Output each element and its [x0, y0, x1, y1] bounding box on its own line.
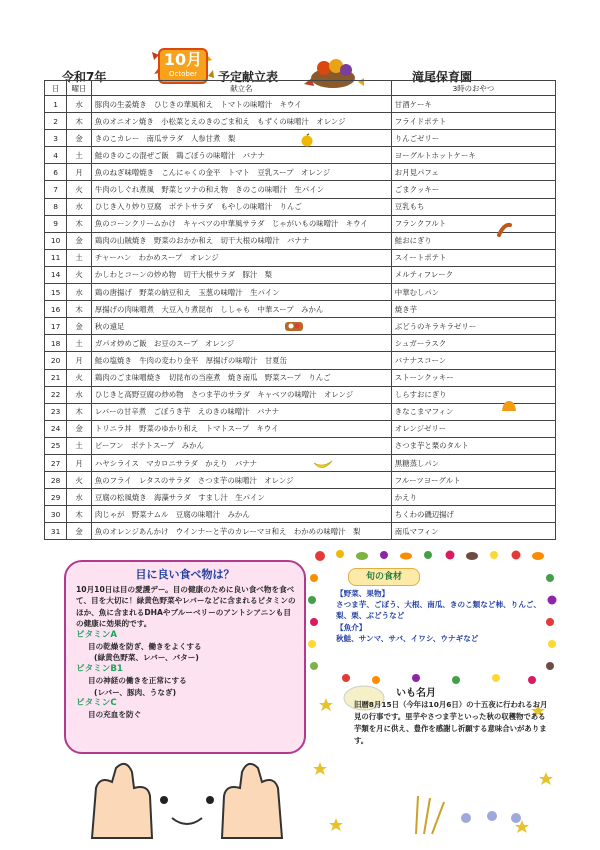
snack-cell: フランクフルト [391, 215, 555, 232]
weekday-cell: 土 [67, 249, 92, 266]
snack-cell: 豆乳もち [391, 198, 555, 215]
day-cell: 30 [45, 506, 67, 523]
snack-cell: 焼き芋 [391, 301, 555, 318]
table-row [45, 249, 556, 266]
weekday-cell: 水 [67, 386, 92, 403]
table-header-row [45, 81, 556, 96]
menu-cell: ひじき入り炒り豆腐 ポテトサラダ もやしの味噌汁 りんご [91, 198, 391, 215]
table-row [45, 284, 556, 301]
table-row [45, 489, 556, 506]
menu-cell: 魚のねぎ味噌焼き こんにゃくの金平 トマト 豆乳スープ オレンジ [91, 164, 391, 181]
snack-cell: 中華むしパン [391, 284, 555, 301]
menu-cell: 鶏肉の山賊焼き 野菜のおかか和え 切干大根の味噌汁 バナナ [91, 232, 391, 249]
table-row [45, 113, 556, 130]
snack-cell: 鮭おにぎり [391, 232, 555, 249]
vitamin-c-heading: ビタミンC [76, 698, 117, 709]
day-cell: 21 [45, 369, 67, 386]
day-cell: 17 [45, 318, 67, 335]
day-cell: 23 [45, 403, 67, 420]
weekday-cell: 水 [67, 198, 92, 215]
weekday-cell: 水 [67, 489, 92, 506]
weekday-cell: 木 [67, 301, 92, 318]
weekday-cell: 金 [67, 318, 92, 335]
table-row [45, 198, 556, 215]
table-row [45, 301, 556, 318]
table-row [45, 181, 556, 198]
day-cell: 6 [45, 164, 67, 181]
weekday-cell: 火 [67, 472, 92, 489]
table-row [45, 403, 556, 420]
day-cell: 4 [45, 147, 67, 164]
menu-cell: レバーの甘辛煮 ごぼうき芋 えのきの味噌汁 バナナ [91, 403, 391, 420]
menu-cell: 魚のフライ レタスのサラダ さつま芋の味噌汁 オレンジ [91, 472, 391, 489]
snack-cell: オレンジゼリー [391, 420, 555, 437]
vitamin-c-desc: 目の充血を防ぐ [88, 710, 142, 720]
snack-cell: ぶどうのキラキラゼリー [391, 318, 555, 335]
day-cell: 24 [45, 420, 67, 437]
weekday-cell: 月 [67, 454, 92, 471]
menu-cell: 肉じゃが 野菜ナムル 豆腐の味噌汁 みかん [91, 506, 391, 523]
orange-icon [300, 133, 314, 147]
menu-cell: 魚のオレンジあんかけ ウインナーと芋のカレーマヨ和え わかめの味噌汁 梨 [91, 523, 391, 540]
weekday-cell: 土 [67, 147, 92, 164]
table-row [45, 523, 556, 540]
snack-cell: フライドポテト [391, 113, 555, 130]
table-row [45, 335, 556, 352]
month-number: 10月 [163, 50, 203, 69]
snack-cell: ちくわの磯辺揚げ [391, 506, 555, 523]
day-cell: 8 [45, 198, 67, 215]
day-cell: 14 [45, 266, 67, 283]
table-row [45, 437, 556, 454]
weekday-cell: 月 [67, 164, 92, 181]
snack-cell: ストーンクッキー [391, 369, 555, 386]
bento-icon [284, 319, 304, 333]
day-cell: 31 [45, 523, 67, 540]
day-cell: 9 [45, 215, 67, 232]
snack-cell: シュガーラスク [391, 335, 555, 352]
day-cell: 15 [45, 284, 67, 301]
menu-cell: トリニラ丼 野菜のゆかり和え トマトスープ キウイ [91, 420, 391, 437]
weekday-cell: 木 [67, 403, 92, 420]
day-cell: 22 [45, 386, 67, 403]
menu-cell: 鶏の唐揚げ 野菜の納豆和え 玉葱の味噌汁 生パイン [91, 284, 391, 301]
school-name: 滝尾保育園 [412, 70, 473, 84]
table-row [45, 96, 556, 113]
snack-cell: バナナスコーン [391, 352, 555, 369]
day-cell: 10 [45, 232, 67, 249]
weekday-cell: 土 [67, 335, 92, 352]
table-row [45, 454, 556, 471]
sausage-icon [496, 222, 512, 238]
table-row [45, 420, 556, 437]
snack-cell: 黒糖蒸しパン [391, 454, 555, 471]
day-cell: 3 [45, 130, 67, 147]
menu-cell: 秋の遠足 [91, 318, 391, 335]
month-english: October [168, 70, 197, 78]
seasonal-veg-list: さつま芋、ごぼう、大根、南瓜、きのこ類など柿、りんご、梨、栗、ぶどうなど [336, 600, 542, 621]
snack-cell: メルティフレーク [391, 266, 555, 283]
menu-cell: 豚肉の生姜焼き ひじきの華風和え トマトの味噌汁 キウイ [91, 96, 391, 113]
menu-cell: ガパオ炒めご飯 お豆のスープ オレンジ [91, 335, 391, 352]
eye-health-content [76, 584, 298, 721]
header-weekday: 曜日 [67, 81, 92, 96]
snack-cell: 南瓜マフィン [391, 523, 555, 540]
seasonal-veg-heading: 【野菜、果物】 [336, 589, 390, 598]
day-cell: 7 [45, 181, 67, 198]
menu-cell: ハヤシライス マカロニサラダ かえり バナナ [91, 454, 391, 471]
weekday-cell: 水 [67, 284, 92, 301]
menu-cell: ひじきと高野豆腐の炒め物 さつま芋のサラダ キャベツの味噌汁 オレンジ [91, 386, 391, 403]
table-row [45, 386, 556, 403]
jelly-icon [500, 399, 518, 413]
eye-health-panel [64, 560, 306, 754]
table-row [45, 164, 556, 181]
vitamin-a-heading: ビタミンA [76, 629, 118, 640]
table-row [45, 506, 556, 523]
weekday-cell: 金 [67, 523, 92, 540]
menu-cell: チャーハン わかめスープ オレンジ [91, 249, 391, 266]
weekday-cell: 土 [67, 437, 92, 454]
day-cell: 1 [45, 96, 67, 113]
menu-cell: ビーフン ポテトスープ みかん [91, 437, 391, 454]
menu-table [44, 80, 556, 540]
menu-cell: 魚のコーンクリームかけ キャベツの中華風サラダ じゃがいもの味噌汁 キウイ [91, 215, 391, 232]
vitamin-a-foods: (緑黄色野菜、レバー、バター) [94, 653, 199, 663]
seasonal-fish-list: 秋鮭、サンマ、サバ、イワシ、ウナギなど [336, 633, 479, 643]
menu-cell: 鮭のきのこの混ぜご飯 鶏ごぼうの味噌汁 バナナ [91, 147, 391, 164]
day-cell: 2 [45, 113, 67, 130]
snack-cell: ごまクッキー [391, 181, 555, 198]
imo-meigetsu-text: 旧暦8月15日（今年は10月6日）の十五夜に行われるお月見の行事です。里芋やさつま芋といった秋の収穫物である芋類を月に供え、豊作を感謝し祈願する意味合いがあります。 [354, 700, 548, 745]
weekday-cell: 木 [67, 113, 92, 130]
snack-cell: お月見パフェ [391, 164, 555, 181]
vitamin-b1-desc: 目の神経の働きを正常にする [88, 676, 187, 686]
table-row [45, 232, 556, 249]
page-title: 予定献立表 [218, 70, 279, 84]
menu-cell: 魚のオニオン焼き 小松菜とえのきのごま和え もずくの味噌汁 オレンジ [91, 113, 391, 130]
day-cell: 25 [45, 437, 67, 454]
snack-cell: しらすおにぎり [391, 386, 555, 403]
snack-cell: きなこまマフィン [391, 403, 555, 420]
day-cell: 27 [45, 454, 67, 471]
snack-cell: 甘酒ケーキ [391, 96, 555, 113]
weekday-cell: 火 [67, 181, 92, 198]
year-label: 令和7年 [62, 70, 107, 84]
day-cell: 16 [45, 301, 67, 318]
vitamin-a-desc: 目の乾燥を防ぎ、働きをよくする [88, 642, 202, 652]
menu-cell: 豆腐の松風焼き 海藻サラダ すまし汁 生パイン [91, 489, 391, 506]
weekday-cell: 金 [67, 232, 92, 249]
table-row [45, 266, 556, 283]
weekday-cell: 金 [67, 130, 92, 147]
eye-health-intro: 10月10日は目の愛護デー。目の健康のために良い食べ物を食べて、目を大切に！緑黄色野菜やレバーなどに含まれるビタミンのほか、魚に含まれるDHAやブルーベリーのアントシアニンも目の健康に効果的です。 [76, 585, 296, 629]
snack-cell: フルーツヨーグルト [391, 472, 555, 489]
menu-cell: 鶏肉のごま味噌焼き 切昆布の当座煮 焼き南瓜 野菜スープ りんご [91, 369, 391, 386]
vitamin-b1-heading: ビタミンB1 [76, 663, 123, 674]
table-row [45, 215, 556, 232]
thumbs-up-hands-icon [82, 748, 292, 840]
menu-cell: 牛肉のしぐれ煮風 野菜とツナの和え物 きのこの味噌汁 生パイン [91, 181, 391, 198]
table-row [45, 147, 556, 164]
header-menu: 献立名 [91, 81, 391, 96]
imo-meigetsu-title: いも名月 [396, 688, 436, 699]
weekday-cell: 月 [67, 352, 92, 369]
weekday-cell: 木 [67, 506, 92, 523]
day-cell: 20 [45, 352, 67, 369]
day-cell: 18 [45, 335, 67, 352]
eye-health-title: 目に良い食べ物は？ [135, 568, 235, 581]
header-snack: 3時のおやつ [391, 81, 555, 96]
seasonal-fish-heading: 【魚介】 [336, 622, 367, 632]
menu-cell: 厚揚げの肉味噌煮 大豆入り煮昆布 ししゃも 中華スープ みかん [91, 301, 391, 318]
seasonal-content [336, 588, 546, 644]
day-cell: 28 [45, 472, 67, 489]
month-badge [150, 44, 214, 84]
snack-cell: スイートポテト [391, 249, 555, 266]
snack-cell: ヨーグルトホットケーキ [391, 147, 555, 164]
snack-cell: かえり [391, 489, 555, 506]
day-cell: 29 [45, 489, 67, 506]
banana-icon [312, 457, 334, 473]
weekday-cell: 金 [67, 420, 92, 437]
vitamin-b1-foods: (レバー、豚肉、うなぎ) [94, 687, 177, 697]
menu-cell: かしわとコーンの炒め物 切干大根サラダ 豚汁 梨 [91, 266, 391, 283]
weekday-cell: 火 [67, 266, 92, 283]
weekday-cell: 火 [67, 369, 92, 386]
menu-cell: 鮭の塩焼き 牛肉の変わり金平 厚揚げの味噌汁 甘夏缶 [91, 352, 391, 369]
table-row [45, 352, 556, 369]
weekday-cell: 水 [67, 96, 92, 113]
snack-cell: さつま芋と栗のタルト [391, 437, 555, 454]
weekday-cell: 木 [67, 215, 92, 232]
header-day: 日 [45, 81, 67, 96]
menu-cell: きのこカレー 南瓜サラダ 人参甘煮 梨 [91, 130, 391, 147]
table-row [45, 472, 556, 489]
table-row [45, 369, 556, 386]
day-cell: 11 [45, 249, 67, 266]
snack-cell: りんごゼリー [391, 130, 555, 147]
seasonal-title: 旬の食材 [348, 568, 420, 586]
